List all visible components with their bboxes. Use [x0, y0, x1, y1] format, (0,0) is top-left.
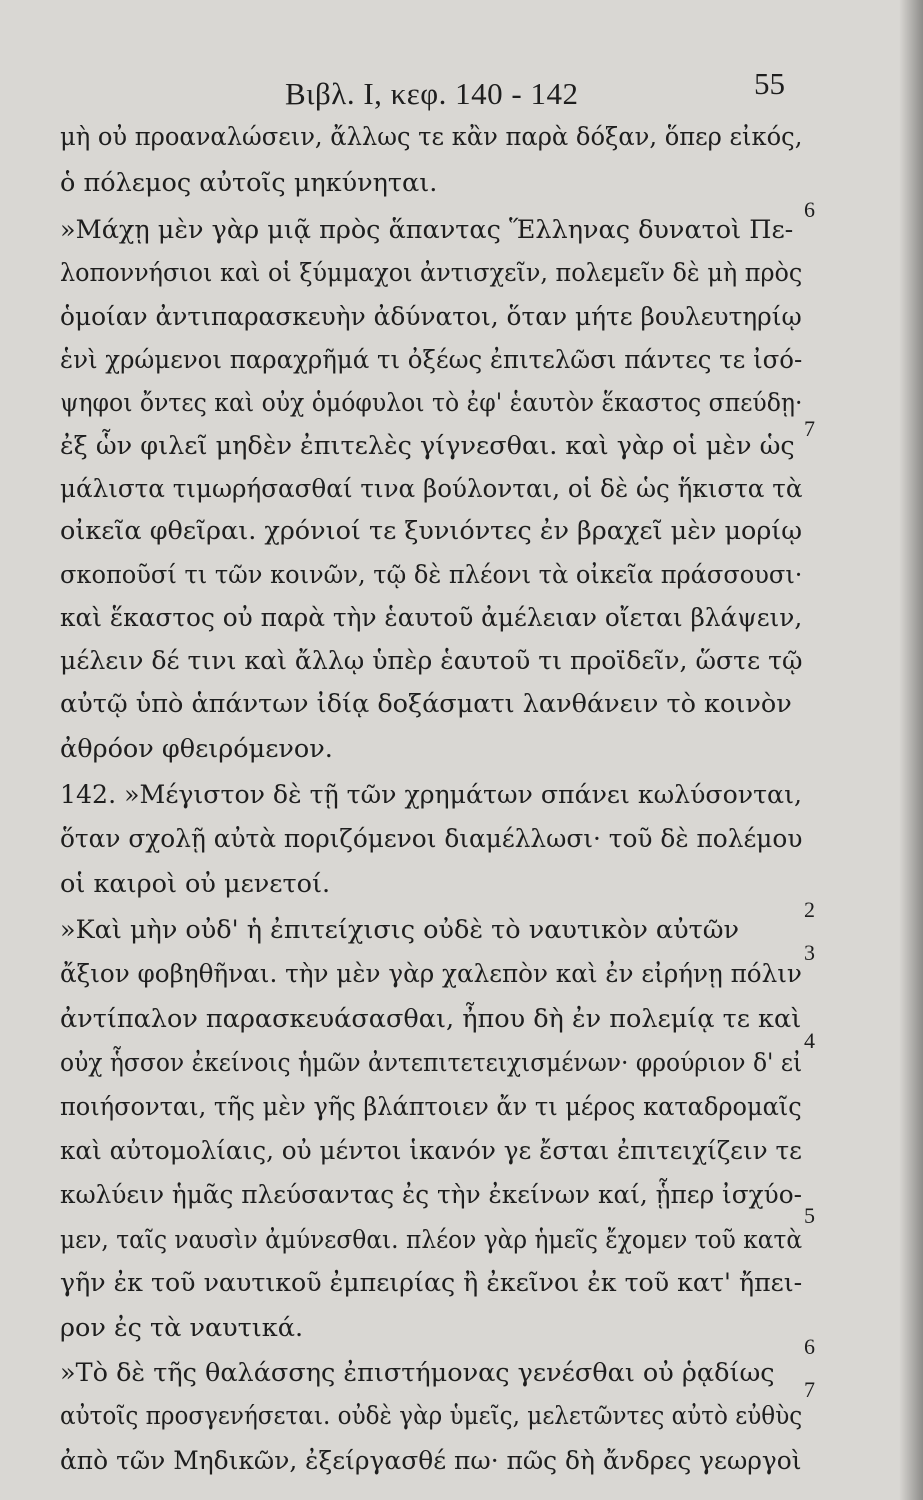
page-edge-shadow [899, 0, 923, 1500]
text-line: μεν, ταῖς ναυσὶν ἀμύνεσθαι. πλέον γὰρ ἡμεῖς ἔχομεν τοῦ κατὰ [60, 1225, 803, 1255]
text-line: »Μάχῃ μὲν γὰρ μιᾷ πρὸς ἅπαντας Ἕλληνας δυνατοὶ Πε- [60, 215, 794, 245]
margin-chapter-number: 6 [804, 1334, 815, 1359]
margin-chapter-number: 2 [804, 897, 815, 922]
margin-chapter-number: 6 [804, 197, 815, 222]
text-line: ἀθρόον φθειρόμενον. [60, 734, 333, 764]
text-line: οἱ καιροὶ οὐ μενετοί. [60, 869, 331, 899]
running-title: Βιβλ. I, κεφ. 140 - 142 [285, 76, 579, 111]
text-line: οἰκεῖα φθεῖραι. χρόνιοί τε ξυνιόντες ἐν βραχεῖ μὲν μορίῳ [60, 516, 803, 546]
text-line: αὐτῷ ὑπὸ ἁπάντων ἰδίᾳ δοξάσματι λανθάνειν τὸ κοινὸν [60, 689, 792, 719]
text-line: »Τὸ δὲ τῆς θαλάσσης ἐπιστήμονας γενέσθαι οὐ ῥᾳδίως [60, 1358, 775, 1388]
text-line: ὅταν σχολῇ αὐτὰ ποριζόμενοι διαμέλλωσι· τοῦ δὲ πολέμου [60, 824, 803, 854]
text-line: ἄξιον φοβηθῆναι. τὴν μὲν γὰρ χαλεπὸν καὶ ἐν εἰρήνῃ πόλιν [60, 959, 802, 989]
text-line: μέλειν δέ τινι καὶ ἄλλῳ ὑπὲρ ἑαυτοῦ τι προϊδεῖν, ὥστε τῷ [60, 646, 803, 676]
text-line: μὴ οὐ προαναλώσειν, ἄλλως τε κἂν παρὰ δόξαν, ὅπερ εἰκός, [60, 122, 803, 152]
text-line: ἀντίπαλον παρασκευάσασθαι, ἦπου δὴ ἐν πολεμίᾳ τε καὶ [60, 1004, 802, 1034]
text-line: ποιήσονται, τῆς μὲν γῆς βλάπτοιεν ἄν τι μέρος καταδρομαῖς [60, 1092, 802, 1122]
page-number: 55 [754, 66, 785, 101]
text-line: ρον ἐς τὰ ναυτικά. [60, 1313, 304, 1343]
text-line: κωλύειν ἡμᾶς πλεύσαντας ἐς τὴν ἐκείνων καί, ᾗπερ ἰσχύο- [60, 1180, 802, 1210]
text-line: αὐτοῖς προσγενήσεται. οὐδὲ γὰρ ὑμεῖς, μελετῶντες αὐτὸ εὐθὺς [60, 1401, 803, 1431]
text-line: καὶ αὐτομολίαις, οὐ μέντοι ἱκανόν γε ἔσται ἐπιτειχίζειν τε [60, 1136, 802, 1166]
margin-chapter-number: 7 [804, 1377, 815, 1402]
text-line: ψηφοι ὄντες καὶ οὐχ ὁμόφυλοι τὸ ἐφ' ἑαυτὸν ἕκαστος σπεύδῃ· [60, 388, 803, 418]
text-line: 142. »Μέγιστον δὲ τῇ τῶν χρημάτων σπάνει κωλύσονται, [60, 780, 802, 810]
text-line: ἐξ ὧν φιλεῖ μηδὲν ἐπιτελὲς γίγνεσθαι. καὶ γὰρ οἱ μὲν ὡς [60, 431, 795, 461]
text-line: μάλιστα τιμωρήσασθαί τινα βούλονται, οἱ δὲ ὡς ἥκιστα τὰ [60, 474, 803, 504]
margin-chapter-number: 7 [804, 416, 815, 441]
text-line: οὐχ ἧσσον ἐκείνοις ἡμῶν ἀντεπιτετειχισμένων· φρούριον δ' εἰ [60, 1048, 803, 1078]
text-line: ἑνὶ χρώμενοι παραχρῆμά τι ὀξέως ἐπιτελῶσι πάντες τε ἰσό- [60, 345, 803, 375]
text-line: σκοποῦσί τι τῶν κοινῶν, τῷ δὲ πλέονι τὰ οἰκεῖα πράσσουσι· [60, 560, 803, 590]
text-line: ὁ πόλεμος αὐτοῖς μηκύνηται. [60, 168, 438, 198]
text-line: γῆν ἐκ τοῦ ναυτικοῦ ἐμπειρίας ἢ ἐκεῖνοι ἐκ τοῦ κατ' ἤπει- [60, 1268, 803, 1298]
margin-chapter-number: 4 [804, 1028, 815, 1053]
text-line: ὁμοίαν ἀντιπαρασκευὴν ἀδύνατοι, ὅταν μήτε βουλευτηρίῳ [60, 302, 802, 332]
text-line: καὶ ἕκαστος οὐ παρὰ τὴν ἑαυτοῦ ἀμέλειαν οἴεται βλάψειν, [60, 603, 803, 633]
text-line: λοποννήσιοι καὶ οἱ ξύμμαχοι ἀντισχεῖν, πολεμεῖν δὲ μὴ πρὸς [60, 258, 803, 288]
text-line: ἀπὸ τῶν Μηδικῶν, ἐξείργασθέ πω· πῶς δὴ ἄνδρες γεωργοὶ [60, 1446, 802, 1476]
margin-chapter-number: 5 [804, 1203, 815, 1228]
margin-chapter-number: 3 [804, 940, 815, 965]
text-line: »Καὶ μὴν οὐδ' ἡ ἐπιτείχισις οὐδὲ τὸ ναυτικὸν αὐτῶν [60, 915, 740, 945]
